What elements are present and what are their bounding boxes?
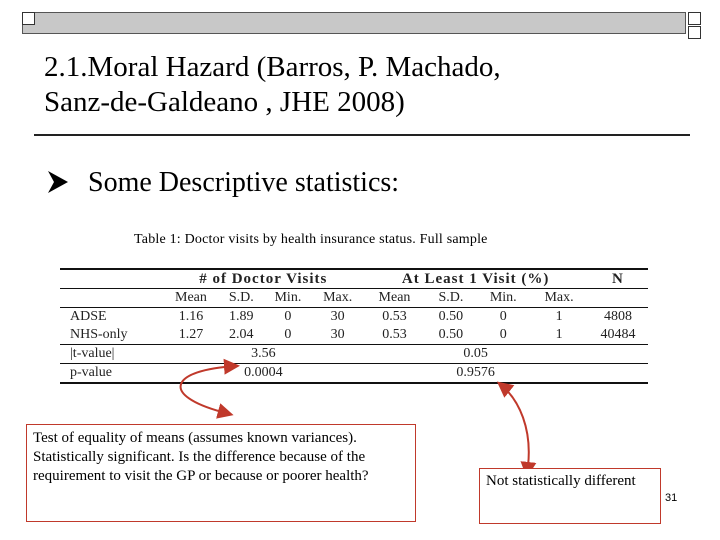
corner-square-decoration [688, 26, 701, 39]
bullet-arrow-icon [46, 169, 70, 195]
table-cell: 1 [555, 309, 563, 324]
column-header: Min. [489, 290, 517, 305]
tvalue-atleast: 0.05 [463, 346, 488, 361]
right-annotation-arrow [500, 384, 529, 466]
table-cell: 0.50 [438, 327, 464, 342]
bullet-text: Some Descriptive statistics: [88, 167, 400, 198]
stats-table-image [60, 268, 648, 393]
table-row [60, 326, 648, 345]
column-header: S.D. [438, 290, 464, 305]
table-cell: 0 [284, 327, 292, 342]
table-cell: 0 [499, 327, 507, 342]
table-cell: 30 [330, 327, 345, 342]
corner-square-decoration [688, 12, 701, 25]
table-cell: 1.16 [178, 309, 204, 324]
table-cell: 0 [284, 309, 292, 324]
column-header: Max. [323, 290, 353, 305]
group-header-atleast: At Least 1 Visit (%) [401, 270, 550, 287]
group-header-n: N [612, 270, 624, 287]
title-line-1: 2.1.Moral Hazard (Barros, P. Machado, [44, 51, 501, 83]
row-label: p-value [70, 365, 112, 380]
table-cell: 4808 [603, 309, 632, 324]
left-annotation-box [26, 424, 416, 522]
left-annotation-text: Test of equality of means (assumes known variances). Statistically significant. Is the difference because of the requirement to visit the GP or because or poorer health? [33, 430, 369, 484]
table-cell: 40484 [600, 327, 636, 342]
stats-table [60, 268, 648, 384]
title-line-2: Sanz-de-Galdeano , JHE 2008) [44, 86, 405, 118]
bullet-item [46, 166, 399, 200]
right-annotation-box [479, 468, 661, 524]
pvalue-atleast: 0.9576 [456, 365, 495, 380]
table-cell: 1.27 [178, 327, 204, 342]
column-header: Max. [544, 290, 574, 305]
table-row [60, 308, 648, 327]
right-annotation-text: Not statistically different [486, 473, 636, 489]
table-header-blank [60, 269, 163, 289]
table-row-tvalue [60, 345, 648, 364]
table-caption: Table 1: Doctor visits by health insurance status. Full sample [134, 232, 488, 247]
slide-title [44, 50, 684, 120]
corner-square-decoration [22, 12, 35, 25]
row-label: NHS-only [70, 327, 128, 342]
group-header-visits: # of Doctor Visits [199, 270, 328, 287]
table-cell: 2.04 [229, 327, 254, 342]
slide-top-bar [22, 12, 686, 34]
table-row-pvalue [60, 364, 648, 384]
title-divider [34, 134, 690, 136]
row-label: ADSE [70, 309, 107, 324]
table-cell: 0 [499, 309, 507, 324]
column-header: S.D. [228, 290, 254, 305]
column-header: Min. [274, 290, 302, 305]
row-label: |t-value| [70, 346, 115, 361]
tvalue-visits: 3.56 [251, 346, 276, 361]
table-cell: 1 [555, 327, 563, 342]
table-cell: 30 [330, 309, 345, 324]
page-number: 31 [665, 492, 678, 504]
pvalue-visits: 0.0004 [244, 365, 283, 380]
table-cell: 0.50 [438, 309, 464, 324]
column-header: Mean [175, 290, 207, 305]
table-cell: 1.89 [229, 309, 254, 324]
table-cell: 0.53 [382, 309, 407, 324]
column-header: Mean [378, 290, 411, 305]
table-cell: 0.53 [382, 327, 407, 342]
